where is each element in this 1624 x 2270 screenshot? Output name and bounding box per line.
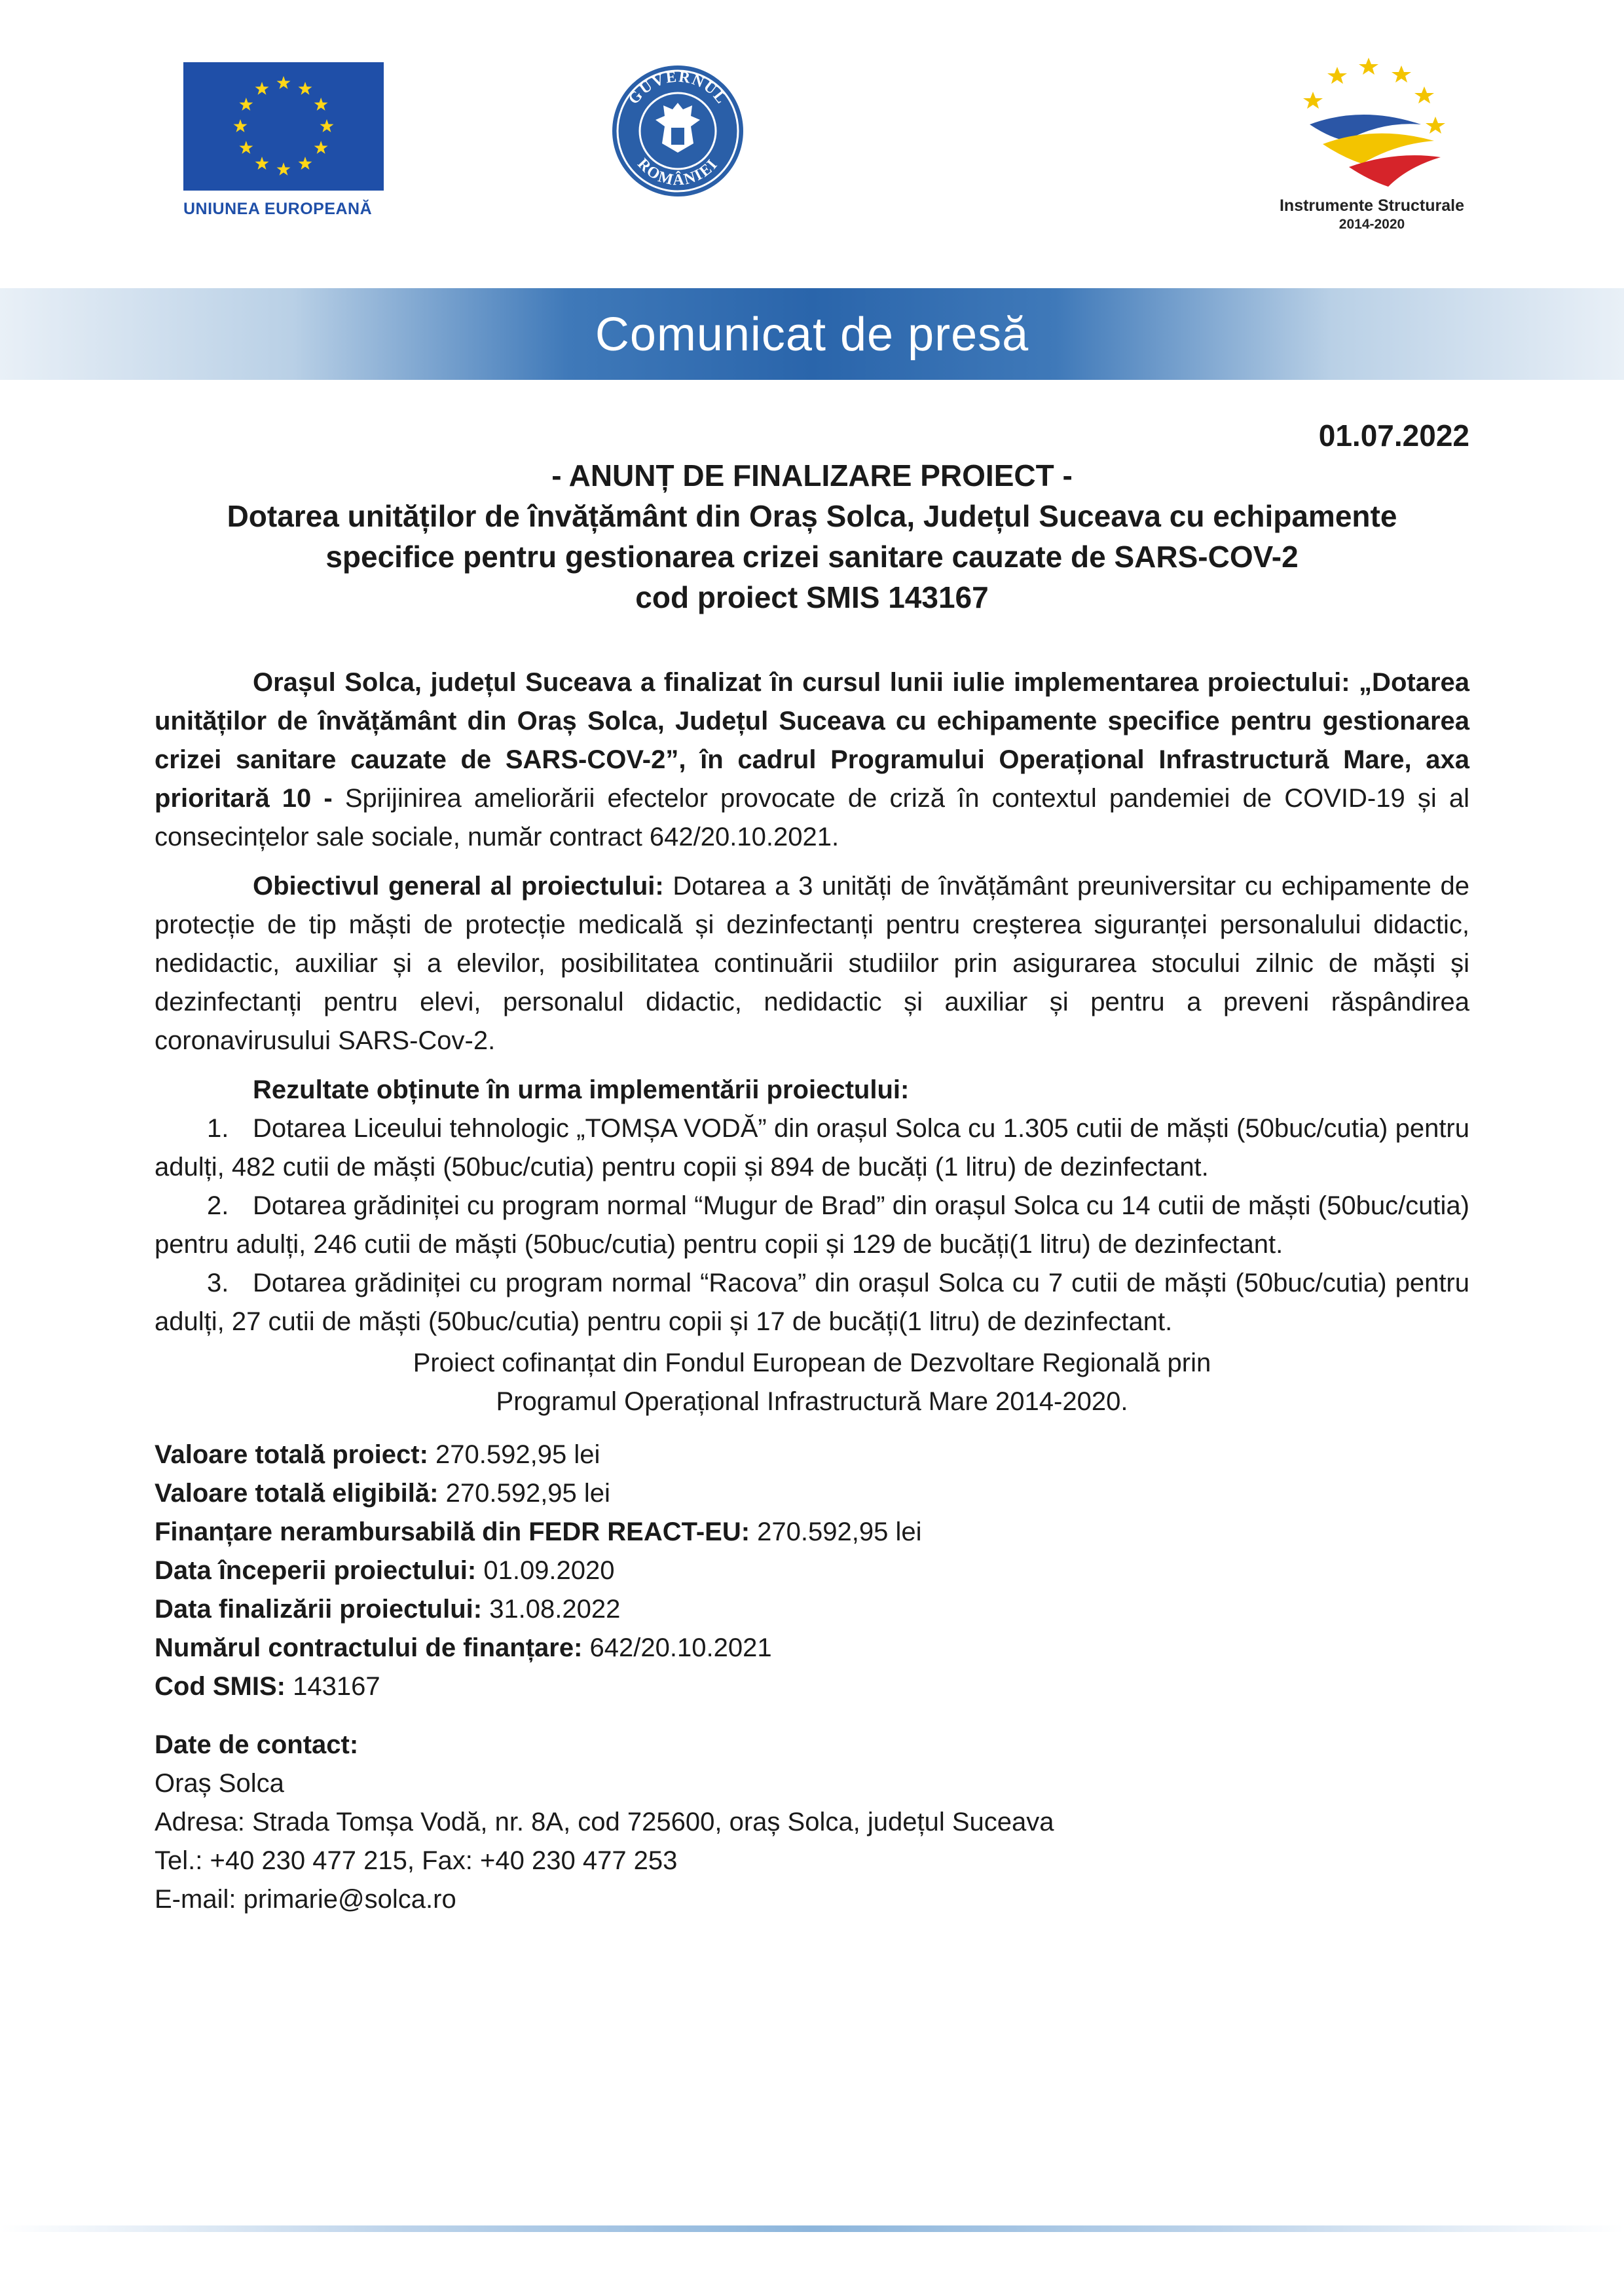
info-row xyxy=(155,1667,1469,1706)
contact-title: Date de contact: xyxy=(155,1730,359,1759)
info-value: 270.592,95 lei xyxy=(438,1479,610,1508)
info-value: 642/20.10.2021 xyxy=(582,1633,772,1662)
instrumente-structurale-logo xyxy=(1264,52,1480,249)
results-list xyxy=(155,1109,1469,1341)
eu-label: UNIUNEA EUROPEANĂ xyxy=(183,200,373,218)
cofinance-line: Proiect cofinanțat din Fondul European de Dezvoltare Regională prin xyxy=(413,1349,1211,1377)
list-number: 3. xyxy=(207,1269,229,1297)
eu-flag-icon xyxy=(183,62,384,191)
contact-line: Oraș Solca xyxy=(155,1769,284,1798)
footer-rule xyxy=(0,2225,1624,2232)
eu-logo xyxy=(183,62,386,219)
list-item xyxy=(155,1109,1469,1187)
list-text: Dotarea Liceului tehnologic „TOMȘA VODĂ” din orașul Solca cu 1.305 cutii de măști (50buc/cutia) pentru adulți, 482 cutii de măști (50buc/cutia) pentru copii și 894 de bucăți (1 litru) de dezinfectant. xyxy=(155,1114,1469,1182)
svg-text:GUVERNUL: GUVERNUL xyxy=(625,68,731,108)
info-value: 270.592,95 lei xyxy=(750,1517,922,1546)
heading-line: - ANUNȚ DE FINALIZARE PROIECT - xyxy=(551,458,1073,493)
info-value: 270.592,95 lei xyxy=(428,1440,600,1469)
press-release-banner xyxy=(0,288,1624,380)
info-label: Data începerii proiectului: xyxy=(155,1556,477,1585)
contact-email: E-mail: primarie@solca.ro xyxy=(155,1885,456,1914)
list-text: Dotarea grădiniței cu program normal “Racova” din orașul Solca cu 7 cutii de măști (50buc/cutia) pentru adulți, 27 cutii de măști (50buc/cutia) pentru copii și 17 de bucăți(1 litru) de dezinfectant. xyxy=(155,1269,1469,1336)
list-item xyxy=(155,1264,1469,1341)
cofinance-line: Programul Operațional Infrastructură Mare 2014-2020. xyxy=(496,1387,1128,1416)
is-years: 2014-2020 xyxy=(1338,217,1405,232)
svg-text:ROMÂNIEI: ROMÂNIEI xyxy=(634,155,722,189)
info-row xyxy=(155,1552,1469,1590)
contact-line: Adresa: Strada Tomșa Vodă, nr. 8A, cod 725600, oraș Solca, județul Suceava xyxy=(155,1808,1054,1836)
info-label: Cod SMIS: xyxy=(155,1672,286,1701)
instrumente-structurale-icon xyxy=(1283,52,1454,196)
info-value: 143167 xyxy=(285,1672,380,1701)
banner-title: Comunicat de presă xyxy=(595,308,1029,361)
logo-bar xyxy=(0,0,1624,275)
is-title: Instrumente Structurale xyxy=(1279,196,1464,215)
intro-rest: Sprijinirea ameliorării efectelor provocate de criză în contextul pandemiei de COVID-19 și al consecințelor sale sociale, număr contract 642/20.10.2021. xyxy=(155,784,1469,851)
list-number: 2. xyxy=(207,1191,229,1220)
heading-line: specifice pentru gestionarea crizei sanitare cauzate de SARS-COV-2 xyxy=(325,540,1299,574)
info-row xyxy=(155,1590,1469,1629)
info-row xyxy=(155,1474,1469,1513)
intro-paragraph xyxy=(155,663,1469,857)
info-label: Data finalizării proiectului: xyxy=(155,1595,483,1624)
project-info xyxy=(155,1436,1469,1706)
contact-block xyxy=(155,1764,1469,1919)
document-body xyxy=(155,416,1469,1919)
info-row xyxy=(155,1513,1469,1552)
info-row xyxy=(155,1436,1469,1474)
objective-label: Obiectivul general al proiectului: xyxy=(253,872,664,901)
document-date: 01.07.2022 xyxy=(1318,419,1469,453)
objective-paragraph xyxy=(155,867,1469,1060)
intro-bold: Orașul Solca, județul Suceava a finalizat în cursul lunii iulie implementarea proiectului: „Dotarea unităților de învățământ din Oraș Solca, Județul Suceava cu echipamente specifice pentru gestionarea crizei sanitare cauzate de SARS-COV-2”, în cadrul Programului Operațional Infrastructură Mare, axa prioritară 10 - xyxy=(155,668,1469,813)
info-row xyxy=(155,1629,1469,1667)
list-number: 1. xyxy=(207,1114,229,1143)
info-label: Valoare totală proiect: xyxy=(155,1440,428,1469)
objective-text: Dotarea a 3 unități de învățământ preuniversitar cu echipamente de protecție de tip măști de protecție medicală și dezinfectanți pentru creșterea siguranței personalului didactic, nedidactic, auxiliar și a elevilor, posibilitatea continuării studiilor prin asigurarea stocului zilnic de măști și dezinfectanți pentru elevi, personalul didactic, nedidactic și auxiliar și pentru a preveni răspândirea coronavirusului SARS-Cov-2. xyxy=(155,872,1469,1055)
document-heading xyxy=(155,455,1469,618)
cofinance-note xyxy=(155,1344,1469,1421)
info-label: Numărul contractului de finanțare: xyxy=(155,1633,583,1662)
info-value: 31.08.2022 xyxy=(482,1595,621,1624)
government-seal-icon xyxy=(609,62,747,200)
info-label: Finanțare nerambursabilă din FEDR REACT-EU: xyxy=(155,1517,750,1546)
results-title: Rezultate obținute în urma implementării proiectului: xyxy=(253,1075,910,1104)
list-text: Dotarea grădiniței cu program normal “Mugur de Brad” din orașul Solca cu 14 cutii de măști (50buc/cutia) pentru adulți, 246 cutii de măști (50buc/cutia) pentru copii și 129 de bucăți(1 litru) de dezinfectant. xyxy=(155,1191,1469,1259)
heading-line: Dotarea unităților de învățământ din Oraș Solca, Județul Suceava cu echipamente xyxy=(227,499,1397,533)
contact-line: Tel.: +40 230 477 215, Fax: +40 230 477 253 xyxy=(155,1846,678,1875)
info-label: Valoare totală eligibilă: xyxy=(155,1479,439,1508)
list-item xyxy=(155,1187,1469,1264)
heading-line: cod proiect SMIS 143167 xyxy=(635,580,989,614)
info-value: 01.09.2020 xyxy=(476,1556,615,1585)
